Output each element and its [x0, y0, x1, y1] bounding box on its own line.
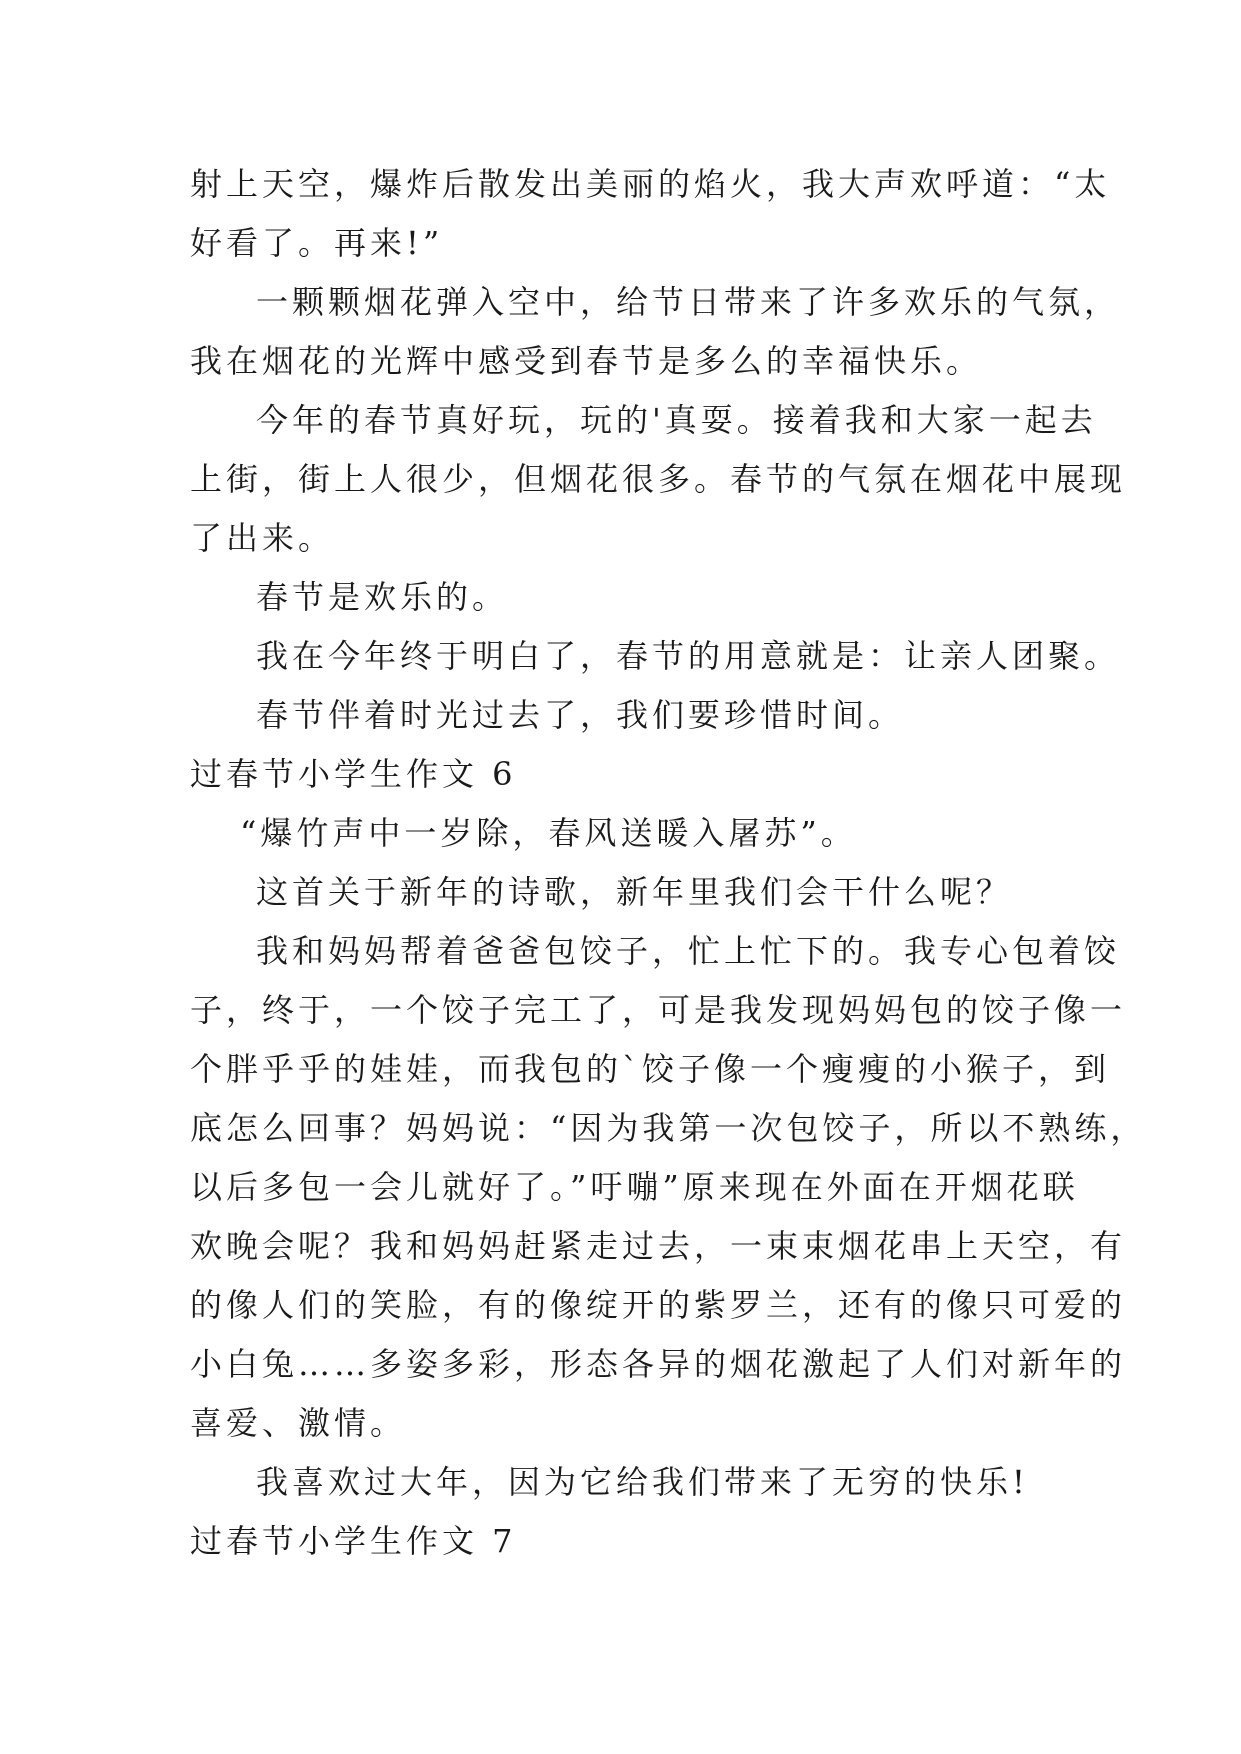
- paragraph-start: 春节是欢乐的。: [256, 578, 509, 616]
- text-line: 好看了。再来!”: [190, 224, 444, 262]
- section-heading: 过春节小学生作文 6: [190, 755, 517, 793]
- text-line: 子，终于，一个饺子完工了，可是我发现妈妈包的饺子像一: [190, 991, 1127, 1029]
- paragraph-start: 这首关于新年的诗歌，新年里我们会干什么呢？: [256, 873, 1013, 911]
- paragraph-start: 我喜欢过大年，因为它给我们带来了无穷的快乐!: [256, 1463, 1029, 1501]
- paragraph-start: 今年的春节真好玩，玩的'真耍。接着我和大家一起去: [256, 401, 1097, 439]
- text-line: 欢晚会呢？我和妈妈赶紧走过去，一束束烟花串上天空，有: [190, 1227, 1127, 1265]
- text-line: 以后多包一会儿就好了。”吁嘣”原来现在外面在开烟花联: [190, 1168, 1079, 1206]
- text-line: 的像人们的笑脸，有的像绽开的紫罗兰，还有的像只可爱的: [190, 1286, 1127, 1324]
- text-line: 底怎么回事？妈妈说：“因为我第一次包饺子，所以不熟练，: [190, 1109, 1147, 1147]
- text-line: 个胖乎乎的娃娃，而我包的`饺子像一个瘦瘦的小猴子，到: [190, 1050, 1111, 1088]
- section-heading: 过春节小学生作文 7: [190, 1522, 517, 1560]
- paragraph-start: 一颗颗烟花弹入空中，给节日带来了许多欢乐的气氛，: [256, 283, 1121, 321]
- text-line: 上街，街上人很少，但烟花很多。春节的气氛在烟花中展现: [190, 460, 1127, 498]
- text-line: 小白兔……多姿多彩，形态各异的烟花激起了人们对新年的: [190, 1345, 1127, 1383]
- text-line: 射上天空，爆炸后散发出美丽的焰火，我大声欢呼道：“太: [190, 165, 1111, 203]
- paragraph-start: 我在今年终于明白了，春节的用意就是：让亲人团聚。: [256, 637, 1121, 675]
- text-line: 了出来。: [190, 519, 335, 557]
- paragraph-start: 春节伴着时光过去了，我们要珍惜时间。: [256, 696, 905, 734]
- text-line: 喜爱、激情。: [190, 1404, 407, 1442]
- paragraph-start: “爆竹声中一岁除，春风送暖入屠苏”。: [240, 814, 857, 852]
- paragraph-start: 我和妈妈帮着爸爸包饺子，忙上忙下的。我专心包着饺: [256, 932, 1121, 970]
- text-line: 我在烟花的光辉中感受到春节是多么的幸福快乐。: [190, 342, 983, 380]
